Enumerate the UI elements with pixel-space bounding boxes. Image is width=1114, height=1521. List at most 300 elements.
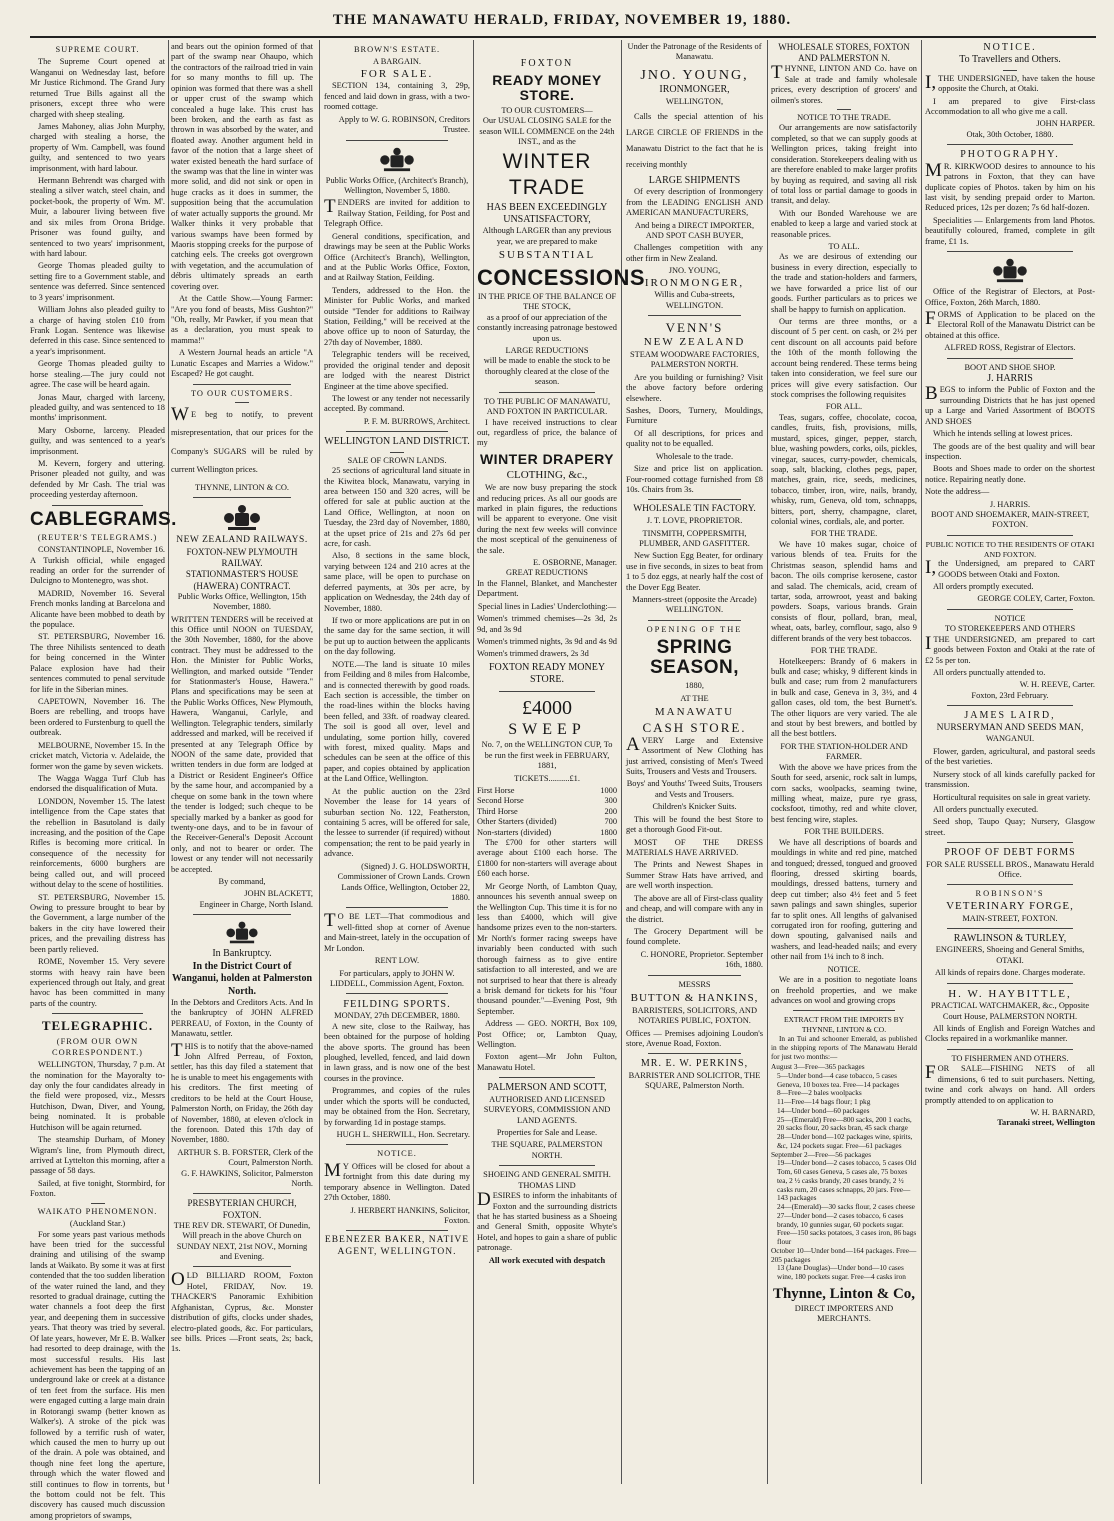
article-paragraph: ST. PETERSBURG, November 15. Owing to pressure brought to bear by the Government, a large number of the bakers in the city have lowered their prices, and the prevailing distress has been partly relieved. [30, 893, 165, 956]
notice-paragraph: ITHE UNDERSIGNED, am prepared to cart goods between Foxton and Otaki at the rate of £2 5s per ton. [925, 635, 1095, 666]
signature: ALFRED ROSS, Registrar of Electors. [925, 343, 1095, 353]
divider [947, 983, 1073, 984]
notice-paragraph: With the above we have prices from the South for seed, arsenic, rock salt in lumps, corn sacks, woolpacks, seaming twine, milling wheat, maize, pure rye grass, cocksfoot, timothy, red and white clover, best fencing wire, staples. [771, 763, 917, 826]
notice-paragraph: Nursery stock of all kinds carefully packed for transmission. [925, 770, 1095, 791]
notice-text: Manners-street (opposite the Arcade) WELLINGTON. [626, 595, 763, 616]
heading-wholesale-stores: WHOLESALE STORES, FOXTON AND PALMERSTON N. [771, 42, 917, 64]
signature: E. OSBORNE, Manager. [477, 558, 617, 568]
notice-paragraph: And being a DIRECT IMPORTER, AND SPOT CASH BUYER, [626, 221, 763, 242]
divider [91, 1203, 105, 1204]
prize-amount: 300 [593, 796, 617, 806]
divider [193, 1266, 291, 1267]
notice-paragraph: as a proof of our appreciation of the constantly increasing patronage bestowed upon us. [477, 313, 617, 344]
notice-paragraph: At the public auction on the 23rd November the lease for 14 years of suburban section No. 122, Featherston, containing 5 acres, will be offered for sale, the lessee to surrender (if required) without compensation; the rent to be paid yearly in advance. [324, 787, 470, 860]
notice-text: Taranaki street, Wellington [925, 1118, 1095, 1128]
notice-paragraph: FOR SALE—FISHING NETS of all dimensions, 6 ted to suit purchasers. Netting, twine and cork always on hand. All orders promptly attended to on application to [925, 1064, 1095, 1106]
notice-paragraph: Children's Knicker Suits. [626, 802, 763, 812]
subheading: CLOTHING, &c., [477, 469, 617, 483]
subheading: TO ALL. [771, 242, 917, 252]
subheading: FOXTON-NEW PLYMOUTH RAILWAY. [171, 547, 313, 569]
coat-of-arms-icon [990, 256, 1030, 284]
notice-paragraph: If two or more applications are put in on the same day for the same section, it will be put up to auction between the applicants on the day following. [324, 616, 470, 658]
notice-paragraph: All orders punctually executed. [925, 805, 1095, 815]
notice-paragraph: The Grocery Department will be found complete. [626, 927, 763, 948]
article-paragraph: For some years past various methods have been tried for the successful draining and utilising of the swamp lands at Waikato. By some it was at first contended that the too sudden liberation of the water ruined the land, and they resorted to gradual drainage, cutting the water channels a foot deep the first year, and deepening them in successive years. That theory was tried by several. Of late years, however, Mr E. B. Walker had resorted to deep drainage, with the most successful results. His last achievement has been the tapping of an underground lake or creek at a distance of ten feet from the surface. His men were engaged cutting a large main drain in Rotorangi swamp (better known as Walker's). A stroke of the pick was followed by a terrific rush of water, which caused the men to hurry up out of the drain. A pole was obtained, and though nine feet long the aperture, through which the water flowed and still continues to flow in torrents, but the bottom could not be felt. This discovery has caused much discussion among proprietors of swamps, [30, 1230, 165, 1521]
notice-paragraph: Sashes, Doors, Turnery, Mouldings, Furniture [626, 406, 763, 427]
subheading: To Travellers and Others. [925, 54, 1095, 66]
divider [499, 1165, 595, 1166]
notice-text: 1880, [626, 681, 763, 691]
prize-amount: 1800 [593, 828, 617, 838]
article-paragraph: ROME, November 15. Very severe storms with heavy rain have been experienced through out Italy, and great havoc has been committed in many parts of the country. [30, 957, 165, 1009]
notice-paragraph: Of all descriptions, for prices and quality not to be equalled. [626, 429, 763, 450]
divider [52, 505, 143, 506]
column-1 [30, 42, 165, 1482]
heading-button-hankins: BUTTON & HANKINS, [626, 992, 763, 1006]
divider [947, 535, 1073, 536]
subheading: SALE OF CROWN LANDS. [324, 456, 470, 466]
heading-notice: NOTICE [925, 614, 1095, 624]
notice-paragraph: We are in a position to negotiate loans on freehold properties, and we make advances on wool and growing crops [771, 975, 917, 1006]
divider [346, 140, 448, 141]
article-paragraph: Jonas Maur, charged with larceny, pleaded guilty, and was sentenced to 18 months' imprisonment. [30, 393, 165, 424]
subheading: OPENING OF THE [626, 625, 763, 635]
column-rule [921, 40, 922, 1484]
notice-paragraph: WRITTEN TENDERS will be received at this Office until NOON on TUESDAY, the 30th November, 1880, for the above contract. They must be addressed to the Hon. the Minister for Public Works, Wellington, and marked outside "Tender for Stationmaster's House, Hawera." Plans and specifications may be seen at the Public Works Offices, New Plymouth, Hawera, Wanganui, Carlyle, and Wellington. Telegraphic tenders, similarly addressed and marked, will be received if presented at any Telegraph Office by NOON of the same date, provided that written tenders in due form are lodged at a District or Resident Engineer's Office by the same hour, and accompanied by a cheque on some bank in the town where the tender is lodged; such cheque to be specially marked by a banker as good for twenty-one days, and to be in favour of the Receiver-General's Deposit Account only, and not to bearer or order. The lowest or any tender will not necessarily be accepted. [171, 615, 313, 876]
notice-paragraph: No. 7, on the WELLINGTON CUP, To be run the first week in FEBRUARY, 1881, [477, 740, 617, 771]
prize-label: Second Horse [477, 796, 593, 806]
notice-paragraph: I have received instructions to clear out, regardless of price, the balance of my [477, 418, 617, 449]
import-list [771, 1063, 917, 1282]
notice-paragraph: DESIRES to inform the inhabitants of Foxton and the surrounding districts that he has started business as a Shoeing and General Smith, opposite Whyte's Hotel, and hopes to gain a share of public patronage. [477, 1191, 617, 1254]
notice-paragraph: Hotelkeepers: Brandy of 6 makers in bulk and case; whisky, 9 different kinds in bulk and case; rum from 2 manufacturers in bulk and case, Geneva in 3, 3½, and 4 gallon cases, old tom, the best Burnett's. The other liquors are very varied. The ale and stout by best brewers, and bottled by all the best bottlers. [771, 657, 917, 740]
subheading: NEW ZEALAND [626, 336, 763, 350]
heading-spring-season: SPRING SEASON, [626, 638, 763, 678]
heading-haybittle: H. W. HAYBITTLE, [925, 988, 1095, 1002]
article-paragraph: M. Kevern, forgery and uttering. Prisoner pleaded not guilty, and was defended by Mr Cash. The trial was proceeding yesterday afternoon. [30, 459, 165, 501]
subheading: LARGE REDUCTIONS [477, 346, 617, 356]
subheading: FOR THE TRADE. [771, 529, 917, 539]
column-7 [925, 42, 1095, 1482]
article-paragraph: MELBOURNE, November 15. In the cricket match, Victoria v. Adelaide, the former won the game by seven wickets. [30, 741, 165, 772]
column-rule [168, 40, 169, 1484]
column-2 [171, 42, 313, 1482]
subheading: IRONMONGER, [626, 84, 763, 96]
article-paragraph: George Thomas pleaded guilty to setting fire to a Government stable, and sentence was deferred. Since sentenced to 3 years' imprisonment. [30, 261, 165, 303]
notice-paragraph: TO BE LET—That commodious and well-fitted shop at corner of Avenue and Main-street, lately in the occupation of Mr London. [324, 912, 470, 954]
notice-paragraph: Mr George North, of Lambton Quay, announces his seventh annual sweep on the Wellington Cup. This time it is for no less than £4000, which will give handsome prizes even to the non-starters. Mr North's former racing sweeps have invariably been conducted with such thorough fairness as to give entire satisfaction to all interested, and we are not surprised to hear that there is already a brisk demand for tickets for his "four thousand pounder."—Evening Post, 9th September. [477, 882, 617, 1017]
column-6 [771, 42, 917, 1482]
notice-paragraph: THIS is to notify that the above-named John Alfred Perreau, of Foxton, settler, has this day filed a statement that he is unable to meet his engagements with his creditors. The first meeting of creditors to be held at the Court House, Palmerston North, on Friday, the 26th day of November, 1880, at eleven o'clock in the forenoon. Dated this 17th day of November, 1880. [171, 1042, 313, 1146]
price-line: Women's trimmed drawers, 2s 3d [477, 649, 617, 659]
signature: P. F. M. BURROWS, Architect. [324, 417, 470, 427]
notice-paragraph: All orders punctually attended to. [925, 668, 1095, 678]
notice-paragraph: Although LARGER than any previous year, we are prepared to make [477, 226, 617, 247]
signature: C. HONORE, Proprietor. September 16th, 1880. [626, 950, 763, 971]
notice-paragraph: Boys' and Youths' Tweed Suits, Trousers and Vests and Trousers. [626, 779, 763, 800]
heading-concessions: CONCESSIONS [477, 266, 617, 289]
signature: (Signed) J. G. HOLDSWORTH, Commissioner of Crown Lands. Crown Lands Office, Wellington, October 22, 1880. [324, 862, 470, 904]
notice-paragraph: A new site, close to the Railway, has been obtained for the purpose of holding the above sports. The ground has been ploughed, levelled, fenced, and laid down in lawn grass, and is now one of the best courses in the province. [324, 1022, 470, 1085]
heading-sports: FEILDING SPORTS. [324, 998, 470, 1011]
heading-telegraphic: TELEGRAPHIC. [30, 1018, 165, 1034]
notice-paragraph: THYNNE, LINTON AND Co. have on Sale at trade and family wholesale prices, every description of grocers' and oilmen's stores. [771, 64, 917, 106]
import-entry: 11—Free—14 bags flour; 1 pkg [771, 1098, 917, 1107]
subheading: THOMAS LIND [477, 1181, 617, 1191]
notice-paragraph: Challenges competition with any other firm in New Zealand. [626, 243, 763, 264]
notice-paragraph: Flower, garden, agricultural, and pastoral seeds of the best varieties. [925, 747, 1095, 768]
signature: Engineer in Charge, North Island. [171, 900, 313, 910]
notice-text: Note the address— [925, 487, 1095, 497]
notice-paragraph: TENDERS are invited for addition to Railway Station, Feilding, for Post and Telegraph Office. [324, 198, 470, 229]
notice-paragraph: PRACTICAL WATCHMAKER, &c., Opposite Court House, PALMERSTON NORTH. [925, 1001, 1095, 1022]
notice-paragraph: The £700 for other starters will average about £100 each horse. The £1800 for non-starters will average about £60 each horse. [477, 838, 617, 880]
article-paragraph: Mary Osborne, larceny. Pleaded guilty, and was sentenced to a year's imprisonment. [30, 426, 165, 457]
divider [499, 691, 595, 692]
subheading: IRONMONGER, [626, 277, 763, 291]
heading-james-laird: JAMES LAIRD, [925, 710, 1095, 722]
signature: THYNNE, LINTON & CO. [171, 483, 313, 493]
article-paragraph: The Wagga Wagga Turf Club has endorsed the disqualification of Muta. [30, 774, 165, 795]
subheading: NURSERYMAN AND SEEDS MAN, [925, 723, 1095, 735]
notice-paragraph: THE SQUARE, PALMERSTON NORTH. [477, 1140, 617, 1161]
notice-paragraph: Programmes, and copies of the rules under which the sports will be conducted, may be obtained from the Hon. Secretary, by forwarding 1d in postage stamps. [324, 1086, 470, 1128]
subheading: NOTICE. [771, 965, 917, 975]
divider [648, 1053, 741, 1054]
import-entry: August 3—Free—365 packages [771, 1063, 917, 1072]
coat-of-arms-icon [377, 145, 417, 173]
heading-cash-store: CASH STORE. [626, 720, 763, 736]
heading-rawlinson-turley: RAWLINSON & TURLEY, [925, 933, 1095, 945]
notice-paragraph: In the Flannel, Blanket, and Manchester Department. [477, 579, 617, 600]
subheading: TO STOREKEEPERS AND OTHERS [925, 624, 1095, 634]
divider [193, 497, 291, 498]
notice-paragraph: SECTION 134, containing 3, 29p, fenced and laid down in grass, with a two-roomed cottage. [324, 81, 470, 112]
heading-venns: VENN'S [626, 320, 763, 336]
notice-paragraph: Our arrangements are now satisfactorily completed, so that we can supply goods at Wellington prices, taking freight into consideration. Storekeepers dealing with us are therefore enabled to make larger profits by buying as required, and saving all risk of total loss or partial damage to goods in transit, and delay. [771, 123, 917, 206]
heading-winter-trade: WINTER TRADE [477, 149, 617, 201]
heading-ready-money-store: READY MONEY STORE. [477, 73, 617, 102]
heading-court: In the District Court of Wanganui, holden at Palmerston North. [171, 961, 313, 998]
notice-text: WELLINGTON, [626, 97, 763, 107]
notice-paragraph: WE beg to notify, to prevent misrepresentation, that our prices for the Company's SUGARS will be ruled by current Wellington prices. [171, 406, 313, 480]
subheading: MONDAY, 27th DECEMBER, 1880. [324, 1011, 470, 1021]
notice-paragraph: Boots and Shoes made to order on the shortest notice. Repairing neatly done. [925, 464, 1095, 485]
article-paragraph: CONSTANTINOPLE, November 16. A Turkish official, while engaged reading an order for the surrender of Dulcigno to Montenegro, was shot. [30, 545, 165, 587]
import-entry: 8—Free—2 bales woolpacks [771, 1089, 917, 1098]
signature: W. H. BARNARD, [925, 1108, 1095, 1118]
notice-text: All work executed with despatch [477, 1256, 617, 1266]
notice-paragraph: Are you building or furnishing? Visit the above factory before ordering elsewhere. [626, 373, 763, 404]
subheading: NOTICE TO THE TRADE. [771, 113, 917, 123]
notice-paragraph: BARRISTER AND SOLICITOR, THE SQUARE, Palmerston North. [626, 1071, 763, 1092]
notice-paragraph: The lowest or any tender not necessarily accepted. By command. [324, 394, 470, 415]
heading-railways: NEW ZEALAND RAILWAYS. [171, 535, 313, 547]
notice-paragraph: I,THE UNDERSIGNED, have taken the house opposite the Church, at Otaki. [925, 74, 1095, 95]
notice-text: STEAM WOODWARE FACTORIES, PALMERSTON NORTH. [626, 350, 763, 371]
article-paragraph: Hermann Behrendt was charged with stealing a silver watch, steel chain, and pocket-book, the property of Wm. M'. Muir, a labourer living between five and six miles from Orona Bridge. Prisoner was found guilty, and sentenced to two years' imprisonment, with hard labour. [30, 176, 165, 259]
notice-paragraph: For particulars, apply to JOHN W. LIDDELL, Commission Agent, Foxton. [324, 969, 470, 990]
notice-paragraph: New Suction Egg Beater, for ordinary use in five seconds, in sizes to beat from 1 to 5 doz eggs, at nearly half the cost of the Dover Egg Beater. [626, 551, 763, 593]
notice-paragraph: Foxton agent—Mr John Fulton, Manawatu Hotel. [477, 1052, 617, 1073]
import-entry: October 10—Under bond—164 packages. Free—205 packages [771, 1247, 917, 1265]
signature: J. HARRIS. [925, 500, 1095, 510]
notice-paragraph: All orders promptly executed. [925, 582, 1095, 592]
notice-paragraph: will be made to enable the stock to be thoroughly cleared at the close of the season. [477, 356, 617, 387]
divider [346, 993, 448, 994]
signature: ARTHUR S. B. FORSTER, Clerk of the Court, Palmerston North. [171, 1148, 313, 1169]
notice-paragraph: Our terms are three months, or a discount of 5 per cent. on cash, or 2½ per cent discount on all accounts paid before the 10th of the month following the account being rendered. These terms being taken into consideration, we feel sure our prices will give every satisfaction. Our stock comprises the following requisites [771, 317, 917, 400]
notice-paragraph: MY Offices will be closed for about a fortnight from this date during my temporary absence in Wellington. Dated 27th October, 1880. [324, 1162, 470, 1204]
prize-label: Third Horse [477, 807, 593, 817]
divider [235, 402, 249, 403]
column-rule [473, 40, 474, 1484]
notice-paragraph: We have 10 makes sugar, choice of various blends of tea. Fruits for the Christmas season, splendid hams and bacon. The oils comprise kerosene, castor and salad. The chemicals, acid, cream of tartar, soda, arrowroot, yeast and baking powders. Soaps, various brands. Grain consists of flour, pollard, bran, meal, wheat, oats, barley, cornflour, sago, also 9 different brands of the very best tobaccos. [771, 540, 917, 644]
notice-text: RENT LOW. [324, 956, 470, 966]
notice-text: BOOT AND SHOEMAKER, MAIN-STREET, FOXTON. [925, 510, 1095, 531]
masthead: THE MANAWATU HERALD, FRIDAY, NOVEMBER 19, 1880. [30, 12, 1094, 34]
heading-supreme-court: SUPREME COURT. [30, 45, 165, 55]
notice-paragraph: The above are all of First-class quality and cheap, and will compare with any in the district. [626, 894, 763, 925]
divider [52, 1013, 143, 1014]
notice-text: AT THE [626, 694, 763, 704]
coat-of-arms-icon [221, 502, 263, 532]
subheading: FOXTON READY MONEY STORE. [477, 662, 617, 687]
price-line: Women's trimmed chemises—2s 3d, 2s 9d, and 3s 9d [477, 614, 617, 635]
heading-sweep: SWEEP [477, 720, 617, 740]
subheading: MANAWATU [626, 706, 763, 720]
heading-smith: SHOEING AND GENERAL SMITH. [477, 1170, 617, 1180]
notice-paragraph: Tenders, addressed to the Hon. the Minister for Public Works, and marked outside "Tender for additions to Railway Station, Feilding," will be received at the above office up to noon of Saturday, the 27th day of November, 1880. [324, 286, 470, 349]
heading-veterinary-forge: VETERINARY FORGE, [925, 900, 1095, 914]
article-paragraph: The Supreme Court opened at Wanganui on Wednesday last, before Mr Justice Richmond. The Grand Jury returned True Bills against all the prisoners, except three who were charged with sheep stealing. [30, 57, 165, 120]
subheading: SUBSTANTIAL [477, 249, 617, 263]
notice-paragraph: NOTE.—The land is situate 10 miles from Feilding and 8 miles from Halcombe, and is connected therewith by good roads. Each section is accessible, the timber on the road-lines within the blocks having been felled, and 33ft. of roadway cleared. The soil is good all over, level and undulating, some portion hilly, covered with forest, mixed quality. Maps and schedules can be seen at the office of this paper, and copies obtained by application at the Land Office, Wellington. [324, 660, 470, 785]
notice-paragraph: BARRISTERS, SOLICITORS, AND NOTARIES PUBLIC, FOXTON. [626, 1006, 763, 1027]
article-paragraph: ST. PETERSBURG, November 16. The three Nihilists sentenced to death for being concerned in the Winter Palace explosion have had their sentences commuted to penal servitude for life in the Siberian mines. [30, 632, 165, 695]
notice-paragraph: All kinds of repairs done. Charges moderate. [925, 968, 1095, 978]
column-rule [621, 40, 622, 1484]
prize-table [477, 786, 617, 838]
article-paragraph: The steamship Durham, of Money Wigram's line, from Plymouth direct, arrived at Lyttelton this morning, after a passage of 58 days. [30, 1135, 165, 1177]
subheading: FOR THE TRADE. [771, 646, 917, 656]
notice-paragraph: Horticultural requisites on sale in great variety. [925, 793, 1095, 803]
prize-row [477, 828, 617, 838]
divider [947, 705, 1073, 706]
signature: J. HERBERT HANKINS, Solicitor, Foxton. [324, 1206, 470, 1227]
subheading: (FROM OUR OWN CORRESPONDENT.) [30, 1037, 165, 1058]
notice-paragraph: Telegraphic tenders will be received, provided the original tender and deposit are lodged with the nearest District Engineer at the time above specified. [324, 350, 470, 392]
notice-paragraph: In an Tui and schooner Emerald, as published in the shipping reports of The Manawatu Herald for just two months:— [771, 1034, 917, 1061]
notice-paragraph: Our USUAL CLOSING SALE for the season WILL COMMENCE on the 24th INST., and as the [477, 116, 617, 147]
prize-amount: 700 [593, 817, 617, 827]
subheading: EXTRACT FROM THE IMPORTS BY THYNNE, LINTON & CO. [771, 1015, 917, 1034]
divider [947, 144, 1073, 145]
notice-paragraph: General conditions, specification, and drawings may be seen at the Public Works Office (Architect's Branch), Wellington, and at the Public Works Office, Foxton, and at Railway Station, Feilding. [324, 232, 470, 284]
notice-paragraph: THE REV DR. STEWART, Of Dunedin, Will preach in the above Church on SUNDAY NEXT, 21st NOV., Morning and Evening. [171, 1221, 313, 1263]
import-entry: 27—Under bond—2 cases tobacco, 6 cases brandy, 10 gunnies sugar, 60 pockets sugar. Free—150 sacks potatoes, 3 cases iron, 86 bags flour [771, 1212, 917, 1247]
divider [947, 928, 1073, 929]
divider [793, 1010, 895, 1011]
divider [947, 1049, 1073, 1050]
notice-paragraph: MOST OF THE DRESS MATERIALS HAVE ARRIVED. [626, 838, 763, 859]
notice-text: Foxton, 23rd February. [925, 691, 1095, 701]
notice-paragraph: Which he intends selling at lowest prices. [925, 429, 1095, 439]
article-paragraph: A Western Journal heads an article "A Lunatic Escapes and Marries a Widow." Escaped? He got caught. [171, 348, 313, 379]
notice-paragraph: Special lines in Ladies' Underclothing:— [477, 602, 617, 612]
import-entry: 28—Under bond—102 packages wine, spirits, &c, 124 pockets sugar. Free—61 packages [771, 1133, 917, 1151]
heading-for-sale: FOR SALE. [324, 68, 470, 82]
heading-waikato: WAIKATO PHENOMENON. [30, 1207, 165, 1217]
divider [390, 452, 404, 453]
prize-row [477, 786, 617, 796]
notice-paragraph: We have all descriptions of boards and mouldings in white and red pine, matched and tongued; dressed, tongued and grooved flooring, dressed skirting boards, mouldings, dressed battens, turnery and deep cut timber; also 4½ feet and 5 feet sawn palings and sawn shingles, superior far to split ones. All lengths of galvanised corrugated iron for roofing, guttering and down spouting, galvanised nails and washers, and lead-headed nails; and every other nail from 1¼ inch to 8 inch. [771, 838, 917, 963]
subheading: (REUTER'S TELEGRAMS.) [30, 533, 165, 543]
notice-text: MESSRS [626, 980, 763, 990]
masthead-rule [30, 36, 1096, 38]
heading-bankruptcy: In Bankruptcy. [171, 948, 313, 960]
notice-paragraph: I am prepared to give First-class Accommodation to all who give me a call. [925, 97, 1095, 118]
prize-row [477, 817, 617, 827]
notice-paragraph: Calls the special attention of his LARGE CIRCLE OF FRIENDS in the Manawatu District to the fact that he is receiving monthly [626, 109, 763, 173]
divider [947, 358, 1073, 359]
import-entry: 24—(Emerald)—30 sacks flour, 2 cases cheese [771, 1203, 917, 1212]
notice-text: J. T. LOVE, PROPRIETOR. [626, 516, 763, 526]
column-rule [319, 40, 320, 1484]
notice-paragraph: Specialities — Enlargements from land Photos. beautifully coloured, framed, complete in gilt frame, £1 1s. [925, 216, 1095, 247]
import-entry: 19—Under bond—2 cases tobacco, 5 cases Old Tom, 60 cases Geneva, 5 cases ale, 75 boxes tea, 2 ½ casks brandy, 20 cases brandy, 2 ½ casks rum, 20 cases schnapps, 20 jars. Free—143 packages [771, 1159, 917, 1203]
subheading: IN THE PRICE OF THE BALANCE OF THE STOCK, [477, 292, 617, 313]
divider [837, 109, 851, 110]
notice-paragraph: FOR SALE RUSSELL BROS., Manawatu Herald Office. [925, 860, 1095, 881]
heading-winter-drapery: WINTER DRAPERY [477, 452, 617, 467]
heading-cablegrams: CABLEGRAMS. [30, 510, 165, 530]
heading-thynne-linton: Thynne, Linton & Co, [771, 1285, 917, 1304]
heading-amount: £4000 [477, 696, 617, 721]
subheading: FOR THE BUILDERS. [771, 827, 917, 837]
article-paragraph: CAPETOWN, November 16. The Boers are rebelling, and troops have been ordered to Furstenburg to quell the outbreak. [30, 697, 165, 739]
prize-label: Other Starters (divided) [477, 817, 593, 827]
notice-paragraph: The Prints and Newest Shapes in Summer Straw Hats have arrived, and are well worth inspection. [626, 860, 763, 891]
prize-amount: 200 [593, 807, 617, 817]
notice-paragraph: Office of the Registrar of Electors, at Post-Office, Foxton, 26th March, 1880. [925, 287, 1095, 308]
prize-label: First Horse [477, 786, 593, 796]
notice-text: Otak, 30th October, 1880. [925, 130, 1095, 140]
heading-notice: NOTICE. [324, 1149, 470, 1159]
price-line: Women's trimmed nights, 3s 9d and 4s 9d [477, 637, 617, 647]
subheading: TO THE PUBLIC OF MANAWATU, AND FOXTON IN PARTICULAR. [477, 397, 617, 418]
notice-paragraph: BEGS to inform the Public of Foxton and the surrounding Districts that he has just opened up a Large and Varied Assortment of BOOTS AND SHOES [925, 385, 1095, 427]
notice-text: Under the Patronage of the Residents of Manawatu. [626, 42, 763, 63]
divider [346, 1230, 448, 1231]
divider [648, 620, 741, 621]
article-paragraph: LONDON, November 15. The latest intelligence from the Cape states that the rebellion in Basutoland is daily increasing, and the position of the Cape Rifles is becoming more critical. In consequence of the necessity for reinforcements, 6000 burghers are being called out, and will proceed without delay to the scene of hostilities. [30, 797, 165, 891]
notice-text: Willis and Cuba-streets, WELLINGTON. [626, 290, 763, 311]
notice-paragraph: FORMS of Application to be placed on the Electoral Roll of the Manawatu District can be obtained at this office. [925, 310, 1095, 341]
signature: JOHN BLACKETT, [171, 889, 313, 899]
divider [346, 907, 448, 908]
notice-paragraph: The goods are of the best quality and will bear inspection. [925, 442, 1095, 463]
notice-paragraph: AVERY Large and Extensive Assortment of New Clothing has just arrived, consisting of Men's Tweed Suits, Trousers and Vests and Trousers. [626, 736, 763, 778]
notice-paragraph: In the Debtors and Creditors Acts. And In the bankruptcy of JOHN ALFRED PERREAU, of Foxton, in the County of Manawatu, settler. [171, 998, 313, 1040]
notice-paragraph: Teas, sugars, coffee, chocolate, cocoa, candles, fruits, fish, provisions, mills, mustard, spices, ginger, pepper, starch, blue, washing powders, corks, oils, pickles, vinegar, sauces, curry-powder, chemicals, soap, salt, blacking, clothes pegs, paper, matches, grain, rice, seeds, medicines, tobacco, timber, iron, wire, nails, brandy, whisky, rum, Geneva, old tom, schnapps, bitters, port, sherry, champagne, claret, colonial wines, cordials, ale, and porter. [771, 413, 917, 528]
notice-paragraph: OLD BILLIARD ROOM, Foxton Hotel, FRIDAY, Nov. 19. THACKER'S Panoramic Exhibition Afghanistan, Cyprus, &c. Monster distribution of gifts, clocks under shades, electro-plated goods, &c. For particulars, see bills. Prices —Front seats, 2s; back, 1s. [171, 1271, 313, 1354]
subheading: (Auckland Star.) [30, 1219, 165, 1229]
divider [648, 499, 741, 500]
subheading: HAS BEEN EXCEEDINGLY UNSATISFACTORY, [477, 202, 617, 227]
notice-date: Public Works Office, (Architect's Branch), Wellington, November 5, 1880. [324, 176, 470, 197]
notice-text: By command, [171, 877, 313, 887]
signature: G. F. HAWKINS, Solicitor, Palmerston North. [171, 1169, 313, 1190]
heading-customers: TO OUR CUSTOMERS. [171, 389, 313, 399]
notice-paragraph: ENGINEERS, Shoeing and General Smiths, OTAKI. [925, 945, 1095, 966]
notice-paragraph: AUTHORISED AND LICENSED SURVEYORS, COMMISSION AND LAND AGENTS. [477, 1095, 617, 1126]
divider [193, 914, 291, 915]
notice-paragraph: Offices — Premises adjoining Loudon's store, Avenue Road, Foxton. [626, 1029, 763, 1050]
coat-of-arms-icon [223, 919, 261, 945]
signature: W. H. REEVE, Carter. [925, 680, 1095, 690]
notice-text: Wholesale to the trade. [626, 452, 763, 462]
column-3 [324, 42, 470, 1482]
notice-paragraph: I,the Undersigned, am prepared to CART GOODS between Otaki and Foxton. [925, 559, 1095, 580]
notice-paragraph: Address — GEO. NORTH, Box 109, Post Office; or, Lambton Quay, Wellington. [477, 1019, 617, 1050]
heading-church: PRESBYTERIAN CHURCH, FOXTON. [171, 1198, 313, 1220]
notice-text: MAIN-STREET, FOXTON. [925, 914, 1095, 924]
notice-paragraph: This will be found the best Store to get a thorough Good Fit-out. [626, 815, 763, 836]
notice-paragraph: Seed shop, Taupo Quay; Nursery, Glasgow street. [925, 817, 1095, 838]
signature: Apply to W. G. ROBINSON, Creditors Trustee. [324, 115, 470, 136]
subheading: ROBINSON'S [925, 889, 1095, 899]
heading-jno-young: JNO. YOUNG, [626, 67, 763, 84]
notice-text: TO OUR CUSTOMERS— [477, 106, 617, 116]
notice-paragraph: Of every description of Ironmongery from the LEADING ENGLISH AND AMERICAN MANUFACTURERS, [626, 187, 763, 218]
article-paragraph: and bears out the opinion formed of that part of the swamp near Ohaupo, which the contractors of the railroad tried in vain for so many months to fill up. The opinion was formed that there was a shell or upper crust of the swamp which concealed a huge lake. This crust has been broken, and the earth as fast as thrown in was absorbed by the water, and floated away. Another argument held in favor of the notion that a large sheet of water existed beneath the hard surface of the swamp was that the line in winter was more solid, and did not sink or open in huge cracks as it does in summer, the supposition being that the accumulation of water actually supports the ground. Mr Walker thinks it very probable that various swamps have been formed by Maoris stopping creeks for the purpose of catching eels. The creeks got overgrown with vegetation, and the accumulation of débris ultimately spreads an earth covering over. [171, 42, 313, 292]
divider [947, 609, 1073, 610]
prize-amount: 1000 [593, 786, 617, 796]
prize-row [477, 807, 617, 817]
subheading: A BARGAIN. [324, 57, 470, 67]
column-5 [626, 42, 763, 1482]
signature: HUGH L. SHERWILL, Hon. Secretary. [324, 1130, 470, 1140]
divider [1003, 70, 1017, 71]
subheading: FOR THE STATION-HOLDER AND FARMER. [771, 742, 917, 763]
notice-paragraph: As we are desirous of extending our business in every direction, especially to the trade and station-holders and farmers, we have forwarded a price list of our goods. Further particulars as to prices we shall be happy to furnish on application. [771, 252, 917, 315]
notice-text: TINSMITH, COPPERSMITH, PLUMBER, AND GASFITTER. [626, 529, 763, 550]
column-4 [477, 42, 617, 1482]
article-paragraph: George Thomas pleaded guilty to horse stealing.—The jury could not agree. The case will be heard again. [30, 359, 165, 390]
heading-boot-shop: BOOT AND SHOE SHOP. [925, 363, 1095, 373]
notice-paragraph: We are now busy preparing the stock and reducing prices. As all our goods are marked in plain figures, the reductions will be apparent to everyone. One visit during the next few weeks will convince the most sceptical of the genuineness of the sale. [477, 483, 617, 556]
divider [346, 431, 448, 432]
article-paragraph: James Mahoney, alias John Murphy, charged with stealing a horse, the property of Wm. Campbell, was found guilty, and sentenced to two years imprisonment, with hard labour. [30, 122, 165, 174]
divider [346, 1144, 448, 1145]
article-paragraph: At the Cattle Show.—Young Farmer: "Are you fond of beasts, Miss Gushton?" "Oh, really, Mr Pawker, if you mean that as a declaration, you must speak to mamma!" [171, 294, 313, 346]
notice-paragraph: With our Bonded Warehouse we are enabled to keep a large and varied stock at reasonable prices. [771, 209, 917, 240]
article-paragraph: WELLINGTON, Thursday, 7 p.m. At the nomination for the Mayoralty to-day only the four candidates already in the field were proposed, viz., Messrs Hutchison, Dwan, Diver, and Young, being nominated. It is probable Hutchison will be again returned. [30, 1060, 165, 1133]
heading-estate: BROWN'S ESTATE. [324, 45, 470, 55]
notice-paragraph: MR. KIRKWOOD desires to announce to his patrons in Foxton, that they can have duplicate copies of Photos. taken by him on his last visit, by sending prepaid order to Marton. Reduced prices, 12s per dozen; 7s 6d half-dozen. [925, 162, 1095, 214]
subheading: STATIONMASTER'S HOUSE (HAWERA) CONTRACT. [171, 569, 313, 591]
divider [499, 392, 595, 393]
heading-photography: PHOTOGRAPHY. [925, 149, 1095, 161]
notice-text: DIRECT IMPORTERS AND MERCHANTS. [771, 1304, 917, 1325]
notice-text: WANGANUI. [925, 734, 1095, 744]
heading-public-notice: PUBLIC NOTICE TO THE RESIDENTS OF OTAKI AND FOXTON. [925, 540, 1095, 559]
signature: GEORGE COLEY, Carter, Foxton. [925, 594, 1095, 604]
divider [947, 251, 1073, 252]
divider [947, 842, 1073, 843]
subheading: FOR ALL. [771, 402, 917, 412]
